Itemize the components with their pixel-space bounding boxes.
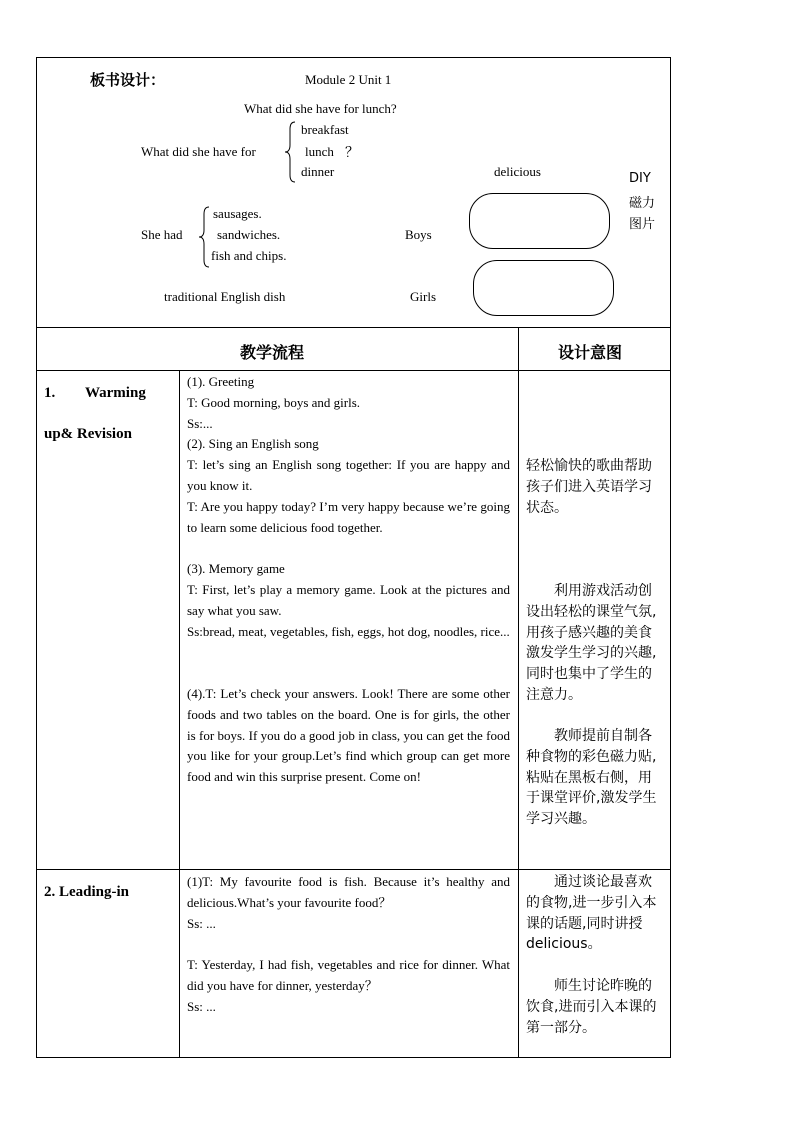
board-bottom-border (36, 327, 671, 328)
section1-song-t2: T: Are you happy today? I’m very happy because we’re going to learn some delicious food together. (187, 498, 510, 535)
boys-score-oval (469, 193, 610, 249)
meal-lunch: lunch (305, 144, 334, 159)
section2-intent-text-1: 通过谈论最喜欢的食物,进一步引入本课的话题,同时讲授 delicious。 (526, 874, 657, 953)
section1-intent-1 (526, 456, 664, 518)
dish-label: traditional English dish (164, 289, 286, 304)
food-fish-chips: fish and chips. (211, 248, 287, 263)
section1-song: (2). Sing an English song (187, 436, 319, 452)
section1-memory-ss: Ss:bread, meat, vegetables, fish, eggs, hot dog, noodles, rice... (187, 623, 510, 639)
section1-intent-2 (526, 581, 664, 706)
diy-line-3: 图片 (629, 217, 656, 232)
section1-intent-3 (526, 726, 664, 830)
section2-intent-text-2: 师生讨论昨晚的饮食,进而引入本课的第一部分。 (526, 978, 657, 1036)
question-mark: ？ (345, 145, 359, 161)
header-intent: 设计意图 (558, 343, 623, 362)
section2-favourite: (1)T: My favourite food is fish. Because it’s healthy and delicious.What’s your favourite food？ (187, 874, 510, 910)
table-right-border (670, 57, 671, 1058)
section2-label: 2. Leading-in (44, 884, 130, 900)
table-bottom-border (36, 1057, 671, 1058)
module-title: Module 2 Unit 1 (305, 72, 392, 87)
meal-breakfast: breakfast (301, 122, 349, 137)
girls-score-oval (473, 260, 614, 316)
section1-intent-text-3: 教师提前自制各种食物的彩色磁力贴,粘贴在黑板右侧，用于课堂评价,激发学生学习兴趣。 (526, 728, 657, 828)
board-title: 板书设计： (90, 71, 166, 89)
section1-greeting: (1). Greeting (187, 374, 255, 389)
section2-yesterday: T: Yesterday, I had fish, vegetables and rice for dinner. What did you have for dinner, yesterday？ (187, 957, 510, 993)
table-left-border (36, 57, 37, 1058)
section1-label (44, 383, 174, 444)
section1-content (187, 372, 510, 788)
board-question: What did she have for lunch? (244, 101, 397, 116)
section2-intent-2 (526, 976, 664, 1038)
section2-yesterday-ss: Ss: ... (187, 998, 216, 1014)
delicious-label: delicious (494, 164, 541, 179)
section1-intent-text-2: 利用游戏活动创设出轻松的课堂气氛,用孩子感兴趣的美食激发学生学习的兴趣,同时也集中了学生的注意力。 (526, 583, 657, 703)
section1-bottom-border (36, 869, 671, 870)
section1-label-line2: up& Revision (44, 426, 132, 442)
section1-greeting-ss: Ss:... (187, 415, 213, 431)
what-did-she-have: What did she have for (141, 144, 256, 159)
section1-song-t1: T: let’s sing an English song together: If you are happy and you know it. (187, 457, 510, 493)
food-sausages: sausages. (213, 206, 262, 221)
section1-memory-t: T: First, let’s play a memory game. Look at the pictures and say what you saw. (187, 581, 510, 618)
girls-label: Girls (410, 289, 436, 304)
table-top-border (36, 57, 671, 58)
header-bottom-border (36, 370, 671, 371)
section1-memory: (3). Memory game (187, 561, 285, 577)
section1-label-line1: 1. Warming (44, 385, 146, 401)
food-sandwiches: sandwiches. (217, 227, 281, 242)
label-column-divider (179, 370, 180, 1058)
foods-brace-icon (198, 206, 210, 268)
she-had-label: She had (141, 227, 183, 242)
section2-intent-1 (526, 872, 664, 955)
diy-line-2: 磁力 (629, 196, 656, 211)
meal-dinner: dinner (301, 164, 335, 179)
section1-intent-text-1: 轻松愉快的歌曲帮助孩子们进入英语学习状态。 (526, 458, 652, 516)
boys-label: Boys (405, 227, 432, 242)
section2-favourite-ss: Ss: ... (187, 915, 216, 931)
section1-check: (4).T: Let’s check your answers. Look! There are some other foods and two tables on the board. One is for girls, the other is for boys. If you do a good job in class, you can get the food you like for your group.Let’s find which group can get more food and win this surprise present. Come on! (187, 685, 510, 785)
meals-brace-icon (284, 121, 296, 183)
section1-greeting-t: T: Good morning, boys and girls. (187, 394, 361, 410)
intent-column-divider (518, 327, 519, 1058)
header-flow: 教学流程 (240, 343, 305, 362)
diy-line-1: DIY (629, 171, 651, 186)
section2-content (187, 872, 510, 1018)
